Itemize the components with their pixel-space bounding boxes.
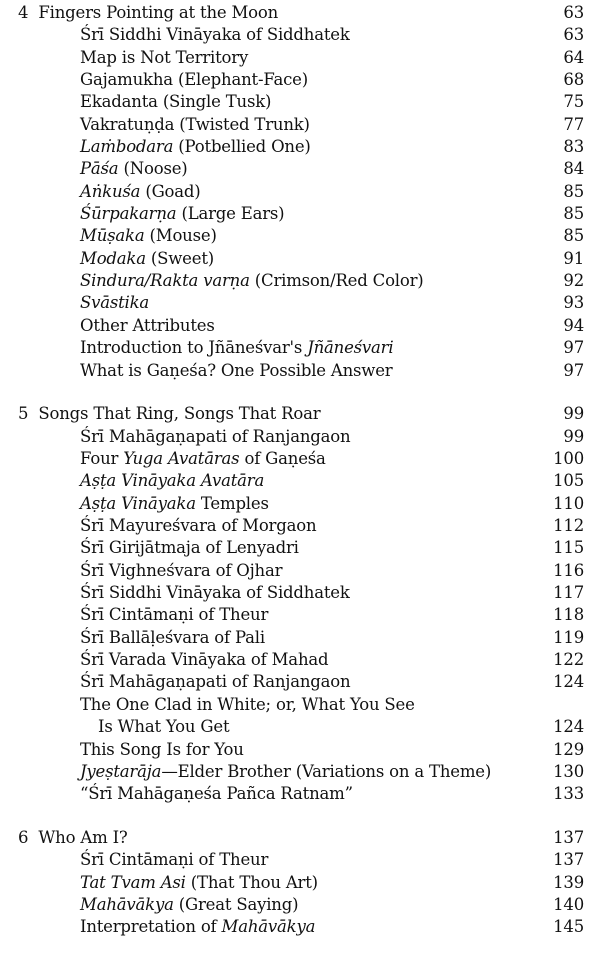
chapter-heading-text [18, 403, 320, 425]
entry-italic-text: Mahāvākya [80, 895, 174, 915]
chapter-gap [0, 382, 600, 404]
entry-roman-text: Gajamukha (Elephant-Face) [80, 70, 308, 90]
entry-roman-text: (That Thou Art) [185, 872, 318, 892]
entry-title [80, 47, 248, 69]
entry-italic-text: Yuga Avatāras [123, 449, 240, 469]
chapter-heading [0, 403, 600, 425]
entry-page-number: 139 [553, 872, 584, 892]
entry-title [80, 24, 350, 46]
entry-roman-text: What is Gaṇeśa? One Possible Answer [80, 360, 393, 380]
entry-italic-text: Laṁbodara [80, 137, 174, 157]
chapter-number: 4 [18, 3, 29, 22]
entry-page-number: 117 [553, 583, 584, 603]
entry-title [80, 315, 215, 337]
entry-page-number: 105 [553, 471, 584, 491]
entry-page-number: 124 [553, 672, 584, 692]
entry-roman-text: Introduction to Jñāneśvar's [80, 338, 308, 358]
chapter-number: 6 [18, 828, 29, 848]
toc-entry [0, 315, 600, 337]
entry-page-number: 145 [553, 917, 584, 937]
entry-title [80, 739, 244, 761]
entry-roman-text: (Mouse) [144, 226, 217, 246]
entry-title [80, 158, 188, 180]
entry-page-number: 68 [563, 70, 584, 90]
toc-entry [0, 627, 600, 649]
entry-title [80, 203, 284, 225]
chapter-heading-text [18, 827, 128, 849]
entry-page-number: 75 [563, 92, 584, 112]
entry-title [80, 649, 328, 671]
entry-title [80, 270, 424, 292]
entry-roman-text: Śrī Girijātmaja of Lenyadri [80, 538, 299, 558]
entry-page-number: 100 [553, 449, 584, 469]
entry-title [80, 916, 315, 938]
entry-title [80, 849, 268, 871]
entry-roman-text: (Crimson/Red Color) [249, 271, 424, 291]
entry-roman-text: Śrī Ballāḷeśvara of Pali [80, 627, 265, 647]
entry-roman-text: (Large Ears) [176, 204, 285, 224]
entry-roman-text: Temples [195, 493, 269, 513]
entry-title [80, 470, 264, 492]
entry-page-number: 97 [563, 338, 584, 358]
chapter-gap [0, 806, 600, 828]
toc-entry [0, 649, 600, 671]
entry-title [80, 604, 268, 626]
entry-page-number: 97 [563, 360, 584, 380]
entry-italic-text: Aṅkuśa [80, 181, 141, 201]
entry-page-number: 94 [563, 315, 584, 335]
entry-italic-text: Modaka [80, 248, 146, 268]
chapter-title: Who Am I? [38, 828, 128, 848]
entry-title [80, 337, 393, 359]
entry-title [80, 493, 269, 515]
entry-page-number: 130 [553, 761, 584, 781]
entry-roman-text: Four [80, 449, 124, 469]
chapter-page-number: 99 [563, 404, 584, 424]
chapter-heading [0, 2, 600, 24]
entry-title [80, 114, 310, 136]
entry-italic-text: Aṣṭa Vināyaka [80, 493, 196, 513]
toc-entry [0, 849, 600, 871]
toc-entry [0, 872, 600, 894]
toc-entry [0, 604, 600, 626]
toc-entry [0, 470, 600, 492]
toc-entry [0, 493, 600, 515]
entry-italic-text: Mahāvākya [221, 917, 316, 937]
entry-roman-text: Śrī Mahāgaṇapati of Ranjangaon [80, 426, 351, 446]
entry-title [80, 761, 491, 783]
entry-roman-text: Śrī Mayureśvara of Morgaon [80, 516, 317, 536]
toc-entry [0, 69, 600, 91]
toc-entry [0, 916, 600, 938]
entry-roman-text: Interpretation of [80, 917, 222, 937]
entry-title [80, 872, 318, 894]
entry-title [80, 537, 299, 559]
toc-entry [0, 158, 600, 180]
entry-roman-text: Śrī Mahāgaṇapati of Ranjangaon [80, 672, 351, 692]
entry-page-number: 77 [563, 114, 584, 134]
entry-page-number: 116 [553, 560, 584, 580]
entry-roman-text: Is What You Get [98, 717, 230, 737]
entry-roman-text: —Elder Brother (Variations on a Theme) [161, 761, 492, 781]
toc-entry [0, 203, 600, 225]
entry-roman-text: Śrī Siddhi Vināyaka of Siddhatek [80, 25, 350, 45]
entry-roman-text: Śrī Varada Vināyaka of Mahad [80, 650, 329, 670]
entry-page-number: 140 [553, 895, 584, 915]
toc-entry [0, 360, 600, 382]
entry-page-number: 64 [563, 47, 584, 67]
entry-title [80, 783, 353, 805]
entry-page-number: 110 [553, 493, 584, 513]
toc-entry [0, 671, 600, 693]
chapter-page-number: 137 [553, 828, 584, 848]
toc-entry [0, 761, 600, 783]
entry-page-number: 115 [553, 538, 584, 558]
entry-roman-text: Other Attributes [80, 315, 215, 335]
toc-entry [0, 448, 600, 470]
toc-entry [0, 136, 600, 158]
entry-page-number: 133 [553, 784, 584, 804]
entry-roman-text: Map is Not Territory [80, 47, 249, 67]
entry-roman-text: The One Clad in White; or, What You See [80, 694, 415, 714]
entry-roman-text: Śrī Vighneśvara of Ojhar [80, 560, 283, 580]
toc-entry [0, 582, 600, 604]
chapter-heading-text [18, 2, 278, 24]
toc-entry [0, 783, 600, 805]
entry-title [80, 69, 308, 91]
toc-entry-continuation [0, 716, 600, 738]
chapter-title: Songs That Ring, Songs That Roar [38, 404, 321, 424]
entry-title [80, 426, 350, 448]
entry-roman-text: (Noose) [118, 159, 188, 179]
entry-roman-text: (Goad) [140, 181, 201, 201]
toc-entry [0, 225, 600, 247]
chapter-page-number: 63 [563, 3, 584, 22]
entry-page-number: 122 [553, 650, 584, 670]
entry-italic-text: Jyeṣtarāja [80, 761, 162, 781]
table-of-contents [0, 2, 600, 939]
toc-entry [0, 270, 600, 292]
entry-roman-text: Ekadanta (Single Tusk) [80, 92, 272, 112]
entry-roman-text: Vakratuṇḍa (Twisted Trunk) [80, 114, 310, 134]
chapter-heading [0, 827, 600, 849]
entry-title [80, 560, 282, 582]
entry-page-number: 112 [553, 516, 584, 536]
toc-entry [0, 47, 600, 69]
entry-page-number: 84 [563, 159, 584, 179]
toc-entry [0, 426, 600, 448]
entry-page-number: 92 [563, 271, 584, 291]
entry-roman-text: This Song Is for You [80, 739, 244, 759]
entry-title [80, 360, 392, 382]
entry-title [80, 292, 149, 314]
entry-page-number: 85 [563, 204, 584, 224]
entry-title [80, 91, 271, 113]
entry-page-number: 91 [563, 248, 584, 268]
entry-roman-text: of Gaṇeśa [239, 449, 326, 469]
entry-page-number: 63 [563, 25, 584, 45]
toc-entry [0, 515, 600, 537]
entry-title [80, 448, 326, 470]
toc-entry [0, 739, 600, 761]
chapter-number: 5 [18, 404, 29, 424]
toc-entry [0, 114, 600, 136]
entry-italic-text: Mūṣaka [80, 226, 145, 246]
entry-page-number: 129 [553, 739, 584, 759]
entry-roman-text: Śrī Siddhi Vināyaka of Siddhatek [80, 583, 350, 603]
entry-title [80, 181, 201, 203]
toc-entry [0, 24, 600, 46]
entry-roman-text: “Śrī Mahāgaṇeśa Pañca Ratnam” [80, 784, 353, 804]
entry-title [80, 894, 298, 916]
toc-entry [0, 248, 600, 270]
chapter-title: Fingers Pointing at the Moon [38, 3, 279, 22]
entry-italic-text: Jñāneśvari [307, 338, 394, 358]
toc-entry [0, 694, 600, 716]
toc-entry [0, 560, 600, 582]
entry-page-number: 93 [563, 293, 584, 313]
entry-title [80, 248, 214, 270]
entry-italic-text: Pāśa [80, 159, 119, 179]
entry-roman-text: Śrī Cintāmaṇi of Theur [80, 850, 269, 870]
entry-page-number: 124 [553, 717, 584, 737]
entry-title [80, 515, 316, 537]
entry-title [80, 225, 217, 247]
toc-entry [0, 292, 600, 314]
toc-entry [0, 91, 600, 113]
entry-page-number: 118 [553, 605, 584, 625]
entry-title [80, 136, 311, 158]
toc-entry [0, 181, 600, 203]
entry-title [80, 582, 350, 604]
entry-title [80, 627, 265, 649]
entry-italic-text: Sindura/Rakta varṇa [80, 271, 250, 291]
entry-page-number: 85 [563, 181, 584, 201]
entry-page-number: 137 [553, 850, 584, 870]
entry-roman-text: (Sweet) [145, 248, 214, 268]
entry-roman-text: (Great Saying) [173, 895, 299, 915]
entry-italic-text: Śūrpakarṇa [80, 204, 177, 224]
entry-roman-text: Śrī Cintāmaṇi of Theur [80, 605, 269, 625]
entry-italic-text: Aṣṭa Vināyaka Avatāra [80, 471, 265, 491]
toc-entry [0, 537, 600, 559]
toc-entry [0, 894, 600, 916]
entry-title-continuation [98, 716, 229, 738]
entry-title [80, 671, 350, 693]
entry-page-number: 99 [563, 426, 584, 446]
entry-title [80, 694, 415, 716]
entry-italic-text: Tat Tvam Asi [80, 872, 186, 892]
entry-page-number: 119 [553, 627, 584, 647]
entry-italic-text: Svāstika [80, 293, 150, 313]
entry-page-number: 83 [563, 137, 584, 157]
entry-page-number: 85 [563, 226, 584, 246]
toc-entry [0, 337, 600, 359]
entry-roman-text: (Potbellied One) [173, 137, 311, 157]
